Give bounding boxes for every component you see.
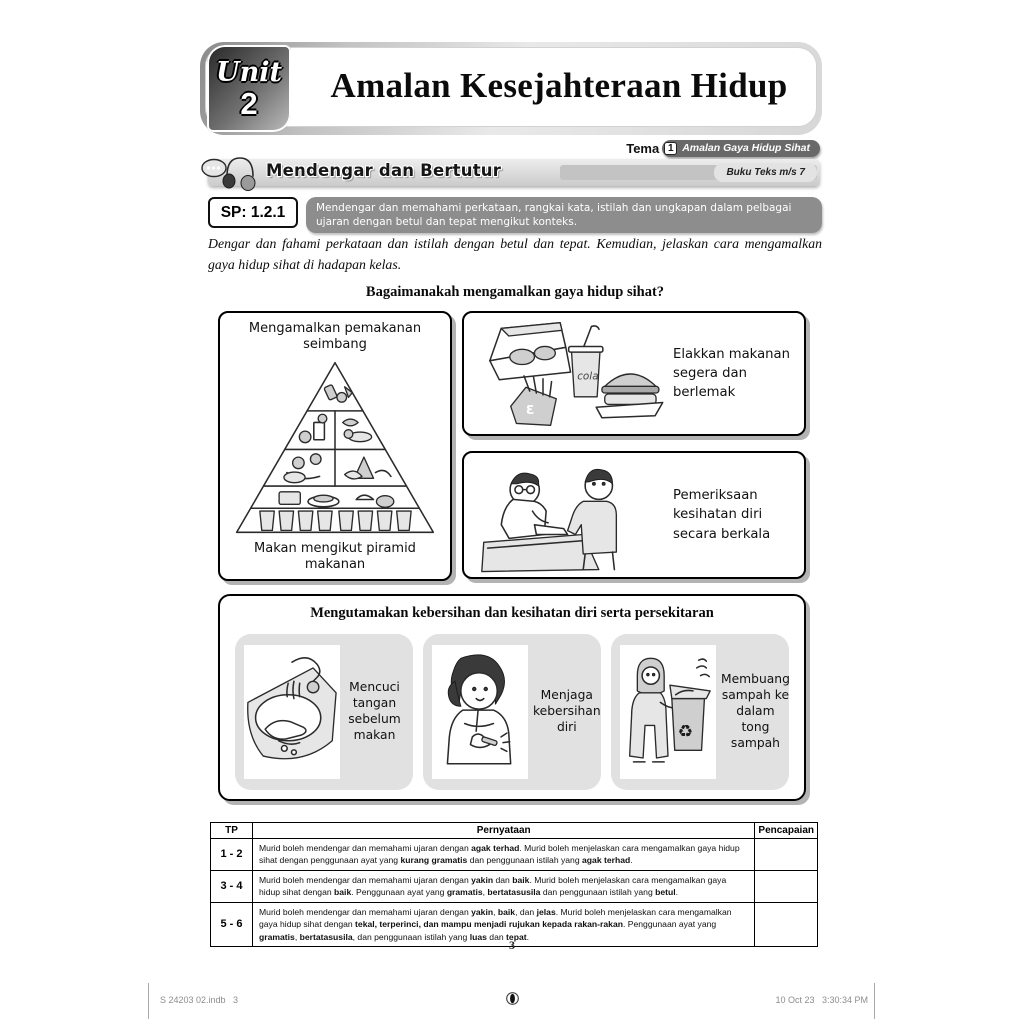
tema-title: Amalan Gaya Hidup Sihat (682, 142, 810, 154)
tp-assessment-table (210, 822, 818, 947)
book-reference-badge: Buku Teks m/s 7 (714, 163, 817, 182)
instruction-text: Dengar dan fahami perkataan dan istilah dengan betul dan tepat. Kemudian, jelaskan cara mengamalkan gaya hidup sihat di hadapan kelas. (208, 236, 822, 272)
hygiene-label: Mencuci tangan sebelum makan (348, 680, 401, 742)
statement-cell: Murid boleh mendengar dan memahami ujaran dengan yakin dan baik. Murid boleh menjelaskan cara mengamalkan gaya hidup sihat dengan baik. Penggunaan ayat yang gramatis, bertatasusila dan penggunaan istilah yang betul. (253, 870, 755, 902)
tp-cell: 5 - 6 (211, 902, 253, 946)
hygiene-panels (220, 622, 804, 790)
hygiene-box (218, 594, 806, 801)
hygiene-title: Mengutamakan kebersihan dan kesihatan diri serta persekitaran (310, 605, 714, 621)
statement-cell: Murid boleh mendengar dan memahami ujaran dengan yakin, baik, dan jelas. Murid boleh menjelaskan cara mengamalkan gaya hidup sihat dengan tekal, terperinci, dan mampu menjadi rujukan kepada rakan-rakan. Penggunaan ayat yang gramatis, bertatasusila, dan penggunaan istilah yang luas dan tepat. (253, 902, 755, 946)
tema-number: 1 (664, 142, 677, 155)
svg-text:cola: cola (577, 370, 599, 383)
print-file-name: S 24203 02.indb 3 (160, 995, 239, 1005)
table-row (211, 839, 818, 871)
checkup-box (462, 451, 806, 579)
unit-banner (200, 42, 822, 135)
headphones-icon (200, 150, 260, 196)
sp-row (208, 197, 822, 233)
pyramid-box (218, 311, 452, 581)
col-header-pernyataan: Pernyataan (253, 823, 755, 839)
tema-badge (662, 140, 820, 157)
statement-cell: Murid boleh mendengar dan memahami ujaran dengan agak terhad. Murid boleh menjelaskan cara mengamalkan gaya hidup sihat dengan penggunaan ayat yang kurang gramatis dan penggunaan istilah yang agak terhad. (253, 839, 755, 871)
table-row (211, 870, 818, 902)
food-pyramid-illustration (229, 354, 441, 541)
tp-cell: 3 - 4 (211, 870, 253, 902)
pencapaian-cell (755, 839, 818, 871)
unit-number: 2 (240, 85, 258, 121)
tema-label: Tema (626, 140, 660, 156)
col-header-pencapaian: Pencapaian (755, 823, 818, 839)
svg-text:♻: ♻ (677, 721, 694, 742)
pencapaian-cell (755, 870, 818, 902)
question-heading: Bagaimanakah mengamalkan gaya hidup sihat? (365, 284, 665, 300)
sp-description: Mendengar dan memahami perkataan, rangkai kata, istilah dan ungkapan dalam pelbagai ujaran dengan betul dan tepat mengikut konteks. (306, 197, 822, 233)
unit-badge (207, 45, 291, 132)
tp-cell: 1 - 2 (211, 839, 253, 871)
fast-food-illustration (474, 317, 669, 431)
handwashing-art (244, 645, 340, 779)
unit-label: Unit (216, 56, 282, 88)
page-title: Amalan Kesejahteraan Hidup (330, 65, 788, 105)
trash-disposal-illustration (622, 648, 714, 776)
section-title: Mendengar dan Bertutur (266, 161, 502, 180)
registration-mark-icon (505, 991, 520, 1006)
section-bar (208, 159, 820, 186)
medical-checkup-illustration (474, 456, 669, 574)
svg-text:Ɛ: Ɛ (525, 402, 535, 417)
table-header-row (211, 823, 818, 839)
tema-row (200, 139, 820, 157)
pyramid-bottom-label: Makan mengikut piramid makanan (254, 540, 416, 572)
hygiene-panel-handwashing (235, 634, 413, 790)
page-number: 3 (509, 938, 515, 952)
hygiene-panel-trash (611, 634, 789, 790)
nail-care-illustration (434, 648, 526, 776)
pyramid-top-label: Mengamalkan pemakanan seimbang (248, 321, 422, 353)
checkup-caption: Pemeriksaan kesihatan diri secara berkala (673, 488, 771, 542)
col-header-tp: TP (211, 823, 253, 839)
trash-disposal-art (620, 645, 716, 779)
fast-food-box (462, 311, 806, 436)
crop-mark-right (874, 983, 875, 1019)
nail-care-art (432, 645, 528, 779)
hygiene-label: Menjaga kebersihan diri (533, 688, 601, 734)
sp-code-badge: SP: 1.2.1 (208, 197, 298, 228)
handwashing-illustration (246, 648, 338, 776)
fast-food-caption: Elakkan makanan segera dan berlemak (673, 346, 790, 401)
hygiene-label: Membuang sampah ke dalam tong sampah (721, 672, 790, 750)
print-timestamp: 10 Oct 23 3:30:34 PM (775, 995, 868, 1005)
hygiene-panel-nail-care (423, 634, 601, 790)
